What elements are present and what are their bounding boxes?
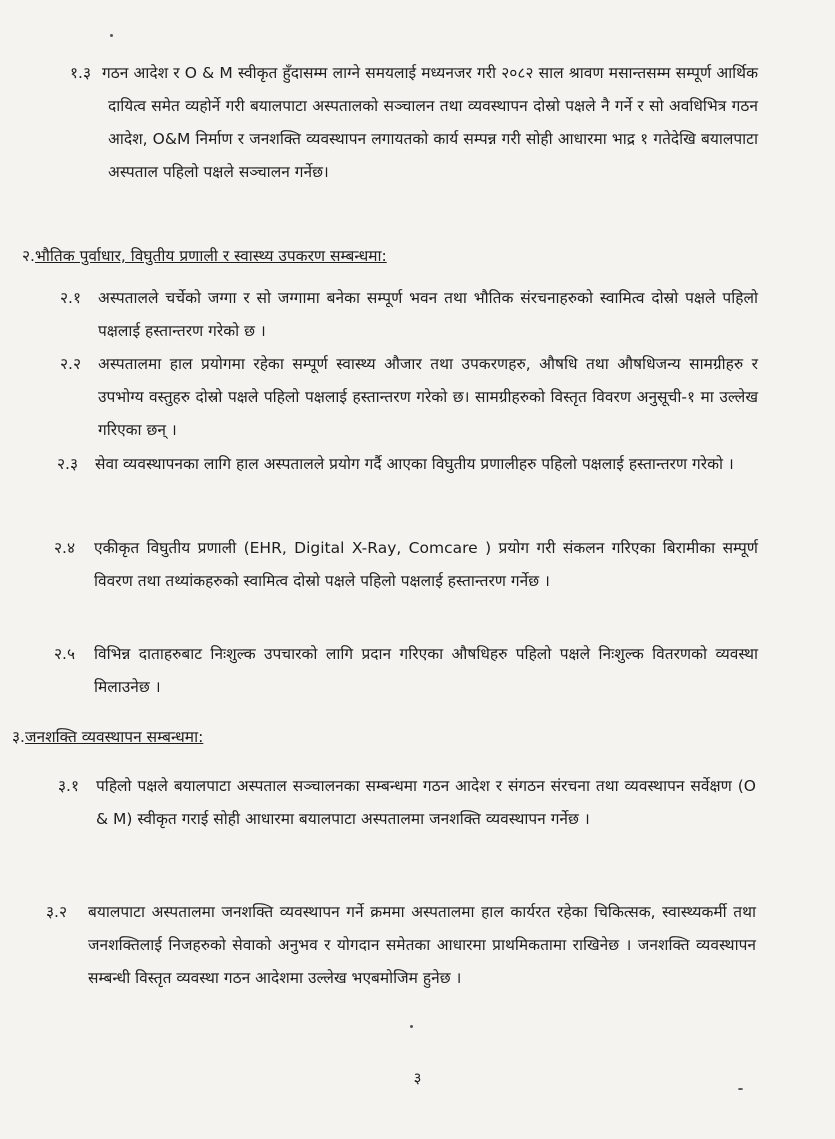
clause-number: १.३ <box>70 64 92 82</box>
clause-text: गठन आदेश र O & M स्वीकृत हुँदासम्म लाग्ने समयलाई मध्यनजर गरी २०८२ साल श्रावण मसान्तसम्म सम्पूर्ण आर्थिक दायित्व समेत व्यहोर्ने गरी बयालपाटा अस्पतालको सञ्चालन तथा व्यवस्थापन दोस्रो पक्षले नै गर्ने र सो अवधिभित्र गठन आदेश, O&M निर्माण र जनशक्ति व्यवस्थापन लगायतको कार्य सम्पन्न गरी सोही आधारमा भाद्र १ गतेदेखि बयालपाटा अस्पताल पहिलो पक्षले सञ्चालन गर्नेछ। <box>102 64 758 181</box>
clause-text: एकीकृत विघुतीय प्रणाली (EHR, Digital X-Ray, Comcare ) प्रयोग गरी संकलन गरिएका बिरामीका सम्पूर्ण विवरण तथा तथ्यांकहरुको स्वामित्व दोस्रो पक्षले पहिलो पक्षलाई हस्तान्तरण गर्नेछ । <box>94 539 758 590</box>
heading-number: ३. <box>12 728 25 746</box>
scan-speck <box>410 1025 413 1028</box>
scan-speck <box>738 1088 743 1090</box>
page-number: ३ <box>413 1069 422 1087</box>
clause-number: २.३ <box>57 455 79 473</box>
section-heading-3 <box>12 725 203 749</box>
clause-text: सेवा व्यवस्थापनका लागि हाल अस्पतालले प्रयोग गर्दै आएका विघुतीय प्रणालीहरु पहिलो पक्षलाई हस्तान्तरण गरेको । <box>95 455 734 473</box>
clause-number: २.४ <box>54 539 76 557</box>
scan-speck <box>110 34 113 37</box>
clause-text: अस्पतालमा हाल प्रयोगमा रहेका सम्पूर्ण स्वास्थ्य औजार तथा उपकरणहरु, औषधि तथा औषधिजन्य सामग्रीहरु र उपभोग्य वस्तुहरु दोस्रो पक्षले पहिलो पक्षलाई हस्तान्तरण गरेको छ। सामग्रीहरुको विस्तृत विवरण अनुसूची-१ मा उल्लेख गरिएका छन् । <box>98 355 758 439</box>
clause-number: २.२ <box>60 355 82 373</box>
clause-text: विभिन्न दाताहरुबाट निःशुल्क उपचारको लागि प्रदान गरिएका औषधिहरु पहिलो पक्षले निःशुल्क वितरणको व्यवस्था मिलाउनेछ । <box>94 645 758 696</box>
heading-text: भौतिक पुर्वाधार, विघुतीय प्रणाली र स्वास्थ्य उपकरण सम्बन्धमा: <box>35 247 387 265</box>
clause-text: अस्पतालले चर्चेको जग्गा र सो जग्गामा बनेका सम्पूर्ण भवन तथा भौतिक संरचनाहरुको स्वामित्व दोस्रो पक्षले पहिलो पक्षलाई हस्तान्तरण गरेको छ । <box>98 289 758 340</box>
clause-number: २.५ <box>54 645 76 663</box>
clause-text: बयालपाटा अस्पतालमा जनशक्ति व्यवस्थापन गर्ने क्रममा अस्पतालमा हाल कार्यरत रहेका चिकित्सक, स्वास्थ्यकर्मी तथा जनशक्तिलाई निजहरुको सेवाको अनुभव र योगदान समेतका आधारमा प्राथमिकतामा राखिनेछ । जनशक्ति व्यवस्थापन सम्बन्धी विस्तृत व्यवस्था गठन आदेशमा उल्लेख भएबमोजिम हुनेछ । <box>88 903 756 987</box>
clause-number: ३.१ <box>58 777 80 795</box>
clause-number: ३.२ <box>46 903 68 921</box>
clause-number: २.१ <box>60 289 82 307</box>
clause-text: पहिलो पक्षले बयालपाटा अस्पताल सञ्चालनका सम्बन्धमा गठन आदेश र संगठन संरचना तथा व्यवस्थापन सर्वेक्षण (O & M) स्वीकृत गराई सोही आधारमा बयालपाटा अस्पतालमा जनशक्ति व्यवस्थापन गर्नेछ । <box>96 777 756 828</box>
section-heading-2 <box>22 244 387 268</box>
heading-number: २. <box>22 247 35 265</box>
heading-text: जनशक्ति व्यवस्थापन सम्बन्धमा: <box>25 728 204 746</box>
